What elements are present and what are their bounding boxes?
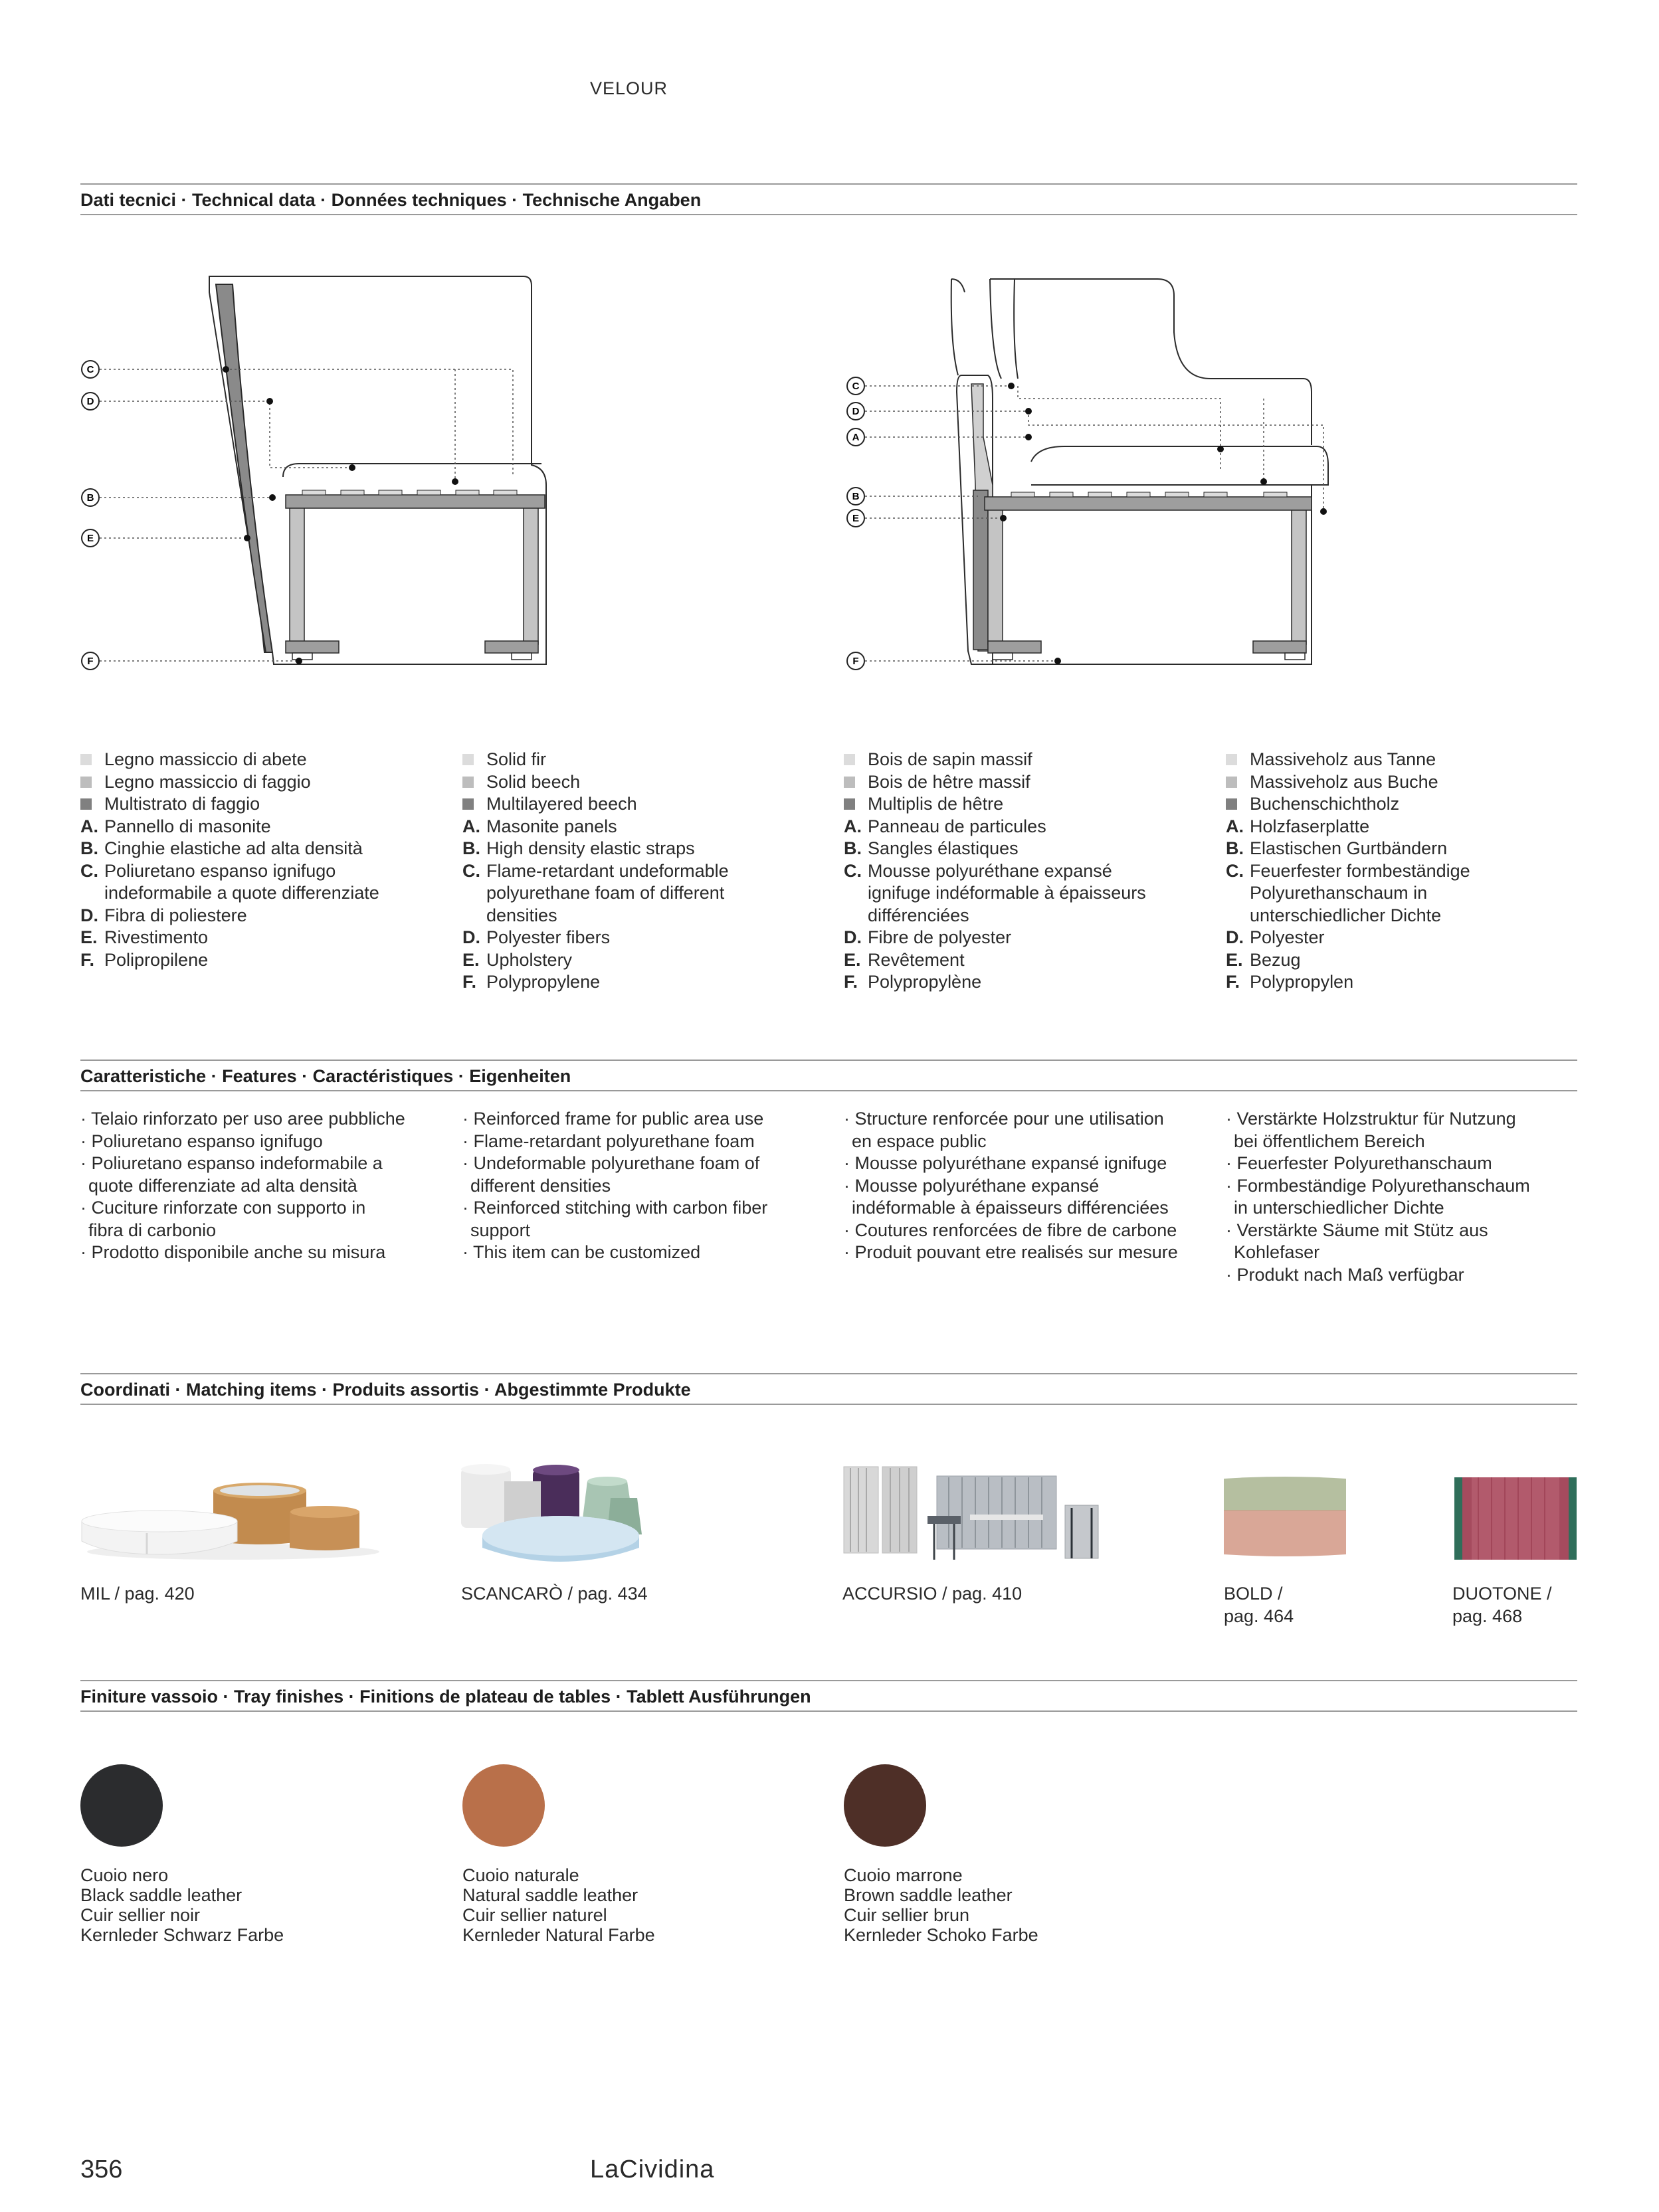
legend-swatch-holder (462, 749, 486, 771)
legend-row (844, 860, 1203, 927)
base-outline (993, 485, 1312, 664)
divider (80, 1710, 1577, 1712)
legend-marker: D. (1226, 927, 1244, 947)
seat-cushion (1031, 446, 1328, 485)
feature-item: · Produkt nach Maß verfügbar (1226, 1264, 1464, 1285)
legend-swatch-holder (844, 749, 868, 771)
legend-text: Pannello di masonite (104, 816, 271, 836)
legend-row (80, 905, 439, 927)
feature-item: · Formbeständige Polyurethanschaum in unterschiedlicher Dichte (1226, 1175, 1530, 1218)
seat-rail (286, 495, 545, 508)
features-column (80, 1108, 452, 1264)
legend-row (462, 949, 821, 972)
legend-marker: A. (462, 816, 480, 836)
back-post (973, 490, 988, 650)
legend-marker: E. (844, 949, 861, 970)
material-swatch (462, 754, 474, 765)
seat-rail (985, 497, 1312, 510)
finish-name-it: Cuoio naturale (462, 1865, 579, 1885)
legend-row (462, 860, 821, 927)
frame-post-back (524, 502, 538, 644)
material-swatch (1226, 754, 1237, 765)
material-swatch (844, 777, 855, 788)
legend-text: Multilayered beech (486, 794, 637, 814)
legend-marker: F. (80, 949, 95, 970)
callout-d-right (847, 403, 864, 420)
legend-marker: F. (462, 972, 477, 992)
divider (80, 1060, 1577, 1061)
features-section-header (80, 1060, 1577, 1093)
feature-item: · Undeformable polyurethane foam of different densities (462, 1153, 760, 1196)
legend-row (80, 771, 439, 794)
legend-row (844, 971, 1203, 994)
divider (80, 183, 1577, 185)
legend-row (80, 749, 439, 771)
feature-item: · Poliuretano espanso ignifugo (80, 1131, 323, 1151)
legend-marker: C. (462, 860, 480, 881)
chair-section-diagram-right (838, 266, 1343, 678)
legend-marker: E. (462, 949, 480, 970)
legend-marker: D. (844, 927, 862, 947)
frame-post-front (290, 502, 304, 644)
feature-item: · Structure renforcée pour une utilisation en espace public (844, 1109, 1164, 1151)
feature-item: · Cuciture rinforzate con supporto in fibra di carbonio (80, 1198, 366, 1240)
legend-row (1226, 793, 1585, 816)
feature-item: · Feuerfester Polyurethanschaum (1226, 1153, 1492, 1173)
svg-text:B: B (86, 492, 94, 504)
svg-text:C: C (852, 381, 860, 392)
legend-text: Multistrato di faggio (104, 794, 260, 814)
legend-text: Fibre de polyester (868, 927, 1012, 947)
legend-swatch-holder (1226, 793, 1250, 816)
legend-row (462, 816, 821, 838)
feature-item: · Verstärkte Säume mit Stütz aus Kohlefaser (1226, 1220, 1488, 1262)
svg-text:C: C (86, 364, 94, 375)
legend-text: Polyester fibers (486, 927, 611, 947)
legend-text: High density elastic straps (486, 838, 695, 858)
legend-text: Fibra di poliestere (104, 905, 247, 925)
legend-text: Holzfaserplatte (1250, 816, 1370, 836)
legend-swatch-holder (1226, 749, 1250, 771)
legend-text: Mousse polyuréthane expansé ignifuge indéformable à épaisseurs différenciées (868, 860, 1146, 925)
legend-text: Multiplis de hêtre (868, 794, 1004, 814)
feature-item: · Poliuretano espanso indeformabile a quote differenziate ad alta densità (80, 1153, 383, 1196)
legend-marker: E. (80, 927, 98, 947)
legend-column-fr (844, 749, 1203, 994)
finish-name-en: Brown saddle leather (844, 1885, 1013, 1905)
svg-text:F: F (852, 656, 859, 667)
feature-item: · Mousse polyuréthane expansé ignifuge (844, 1153, 1167, 1173)
callout-f-right (847, 652, 864, 670)
finish-name-fr: Cuir sellier brun (844, 1905, 970, 1925)
finish-label (844, 1865, 1038, 1945)
divider (80, 214, 1577, 215)
legend-row (80, 860, 439, 905)
legend-text: Polyester (1250, 927, 1325, 947)
finish-name-fr: Cuir sellier noir (80, 1905, 201, 1925)
legend-marker: C. (844, 860, 862, 881)
material-swatch (1226, 777, 1237, 788)
legend-swatch-holder (1226, 771, 1250, 794)
back-outline-outer (990, 279, 1312, 445)
legend-row (1226, 860, 1585, 927)
divider (80, 1404, 1577, 1405)
legend-marker: A. (80, 816, 98, 836)
back-outline-front (990, 279, 1001, 379)
technical-section-header (80, 183, 1577, 217)
brand-name: LaCividina (590, 2156, 715, 2183)
legend-swatch-holder (844, 793, 868, 816)
feature-item: · Flame-retardant polyurethane foam (462, 1131, 755, 1151)
matching-item-label[interactable]: MIL / pag. 420 (80, 1584, 195, 1604)
base-block-front (286, 641, 339, 653)
feature-item: · Produit pouvant etre realisés sur mesure (844, 1242, 1178, 1262)
material-swatch (844, 754, 855, 765)
legend-text: Polypropylen (1250, 972, 1354, 992)
legend-text: Flame-retardant undeformable polyurethane foam of different densities (486, 860, 729, 925)
callout-c-right (847, 377, 864, 395)
legend-row (462, 749, 821, 771)
features-column (844, 1108, 1216, 1264)
legend-row (80, 949, 439, 972)
features-title: Caratteristiche · Features · Caractéristiques · Eigenheiten (80, 1066, 571, 1086)
callout-b-left (82, 489, 99, 506)
finish-name-de: Kernleder Natural Farbe (462, 1925, 655, 1945)
legend-text: Legno massiccio di faggio (104, 771, 311, 792)
feature-item: · Coutures renforcées de fibre de carbone (844, 1220, 1177, 1240)
material-swatch (462, 777, 474, 788)
legend-row (1226, 816, 1585, 838)
legend-text: Polipropilene (104, 949, 209, 970)
matching-section-header (80, 1373, 1577, 1406)
features-column (1226, 1108, 1598, 1286)
svg-text:E: E (86, 533, 94, 544)
legend-row (462, 793, 821, 816)
accursio-image[interactable] (842, 1461, 1108, 1561)
callout-f-left (82, 652, 99, 670)
legend-row (462, 771, 821, 794)
divider (80, 1090, 1577, 1091)
finishes-section-header (80, 1680, 1577, 1713)
legend-row (1226, 749, 1585, 771)
legend-row (1226, 771, 1585, 794)
legend-text: Cinghie elastiche ad alta densità (104, 838, 363, 858)
legend-marker: A. (1226, 816, 1244, 836)
matching-item-label[interactable]: BOLD / pag. 464 (1224, 1584, 1294, 1626)
legend-row (1226, 971, 1585, 994)
legend-text: Poliuretano espanso ignifugo indeformabile a quote differenziate (104, 860, 379, 903)
chair-section-diagram-left (73, 266, 551, 678)
legend-text: Massiveholz aus Tanne (1250, 749, 1436, 769)
legend-marker: F. (1226, 972, 1240, 992)
base-block-back (1253, 641, 1306, 653)
legend-row (844, 749, 1203, 771)
matching-item-label[interactable]: SCANCARÒ / pag. 434 (461, 1584, 648, 1604)
legend-text: Revêtement (868, 949, 965, 970)
callout-e-right (847, 509, 864, 527)
finish-name-it: Cuoio marrone (844, 1865, 963, 1885)
legend-column-it (80, 749, 439, 971)
legend-marker: D. (462, 927, 480, 947)
legend-text: Elastischen Gurtbändern (1250, 838, 1448, 858)
legend-text: Bezug (1250, 949, 1301, 970)
legend-row (80, 793, 439, 816)
legend-marker: E. (1226, 949, 1243, 970)
finish-name-fr: Cuir sellier naturel (462, 1905, 607, 1925)
legend-row (844, 949, 1203, 972)
svg-text:F: F (87, 656, 94, 667)
legend-swatch-holder (462, 793, 486, 816)
finish-name-en: Natural saddle leather (462, 1885, 638, 1905)
legend-row (844, 816, 1203, 838)
bold-image[interactable] (1221, 1473, 1349, 1560)
callout-c-left (82, 361, 99, 378)
legend-swatch-holder (80, 793, 104, 816)
finish-name-de: Kernleder Schoko Farbe (844, 1925, 1038, 1945)
legend-text: Buchenschichtholz (1250, 794, 1400, 814)
legend-row (1226, 927, 1585, 949)
callout-e-left (82, 529, 99, 547)
legend-row (1226, 949, 1585, 972)
feature-item: · Reinforced frame for public area use (462, 1109, 764, 1129)
legend-row (462, 971, 821, 994)
base-block-front (988, 641, 1041, 653)
scancaro-image[interactable] (461, 1461, 654, 1574)
material-swatch (80, 754, 92, 765)
legend-text: Rivestimento (104, 927, 209, 947)
finish-label (462, 1865, 655, 1945)
legend-column-de (1226, 749, 1585, 994)
foot-back (512, 653, 532, 660)
legend-text: Solid beech (486, 771, 581, 792)
legend-swatch-holder (80, 749, 104, 771)
finish-swatch[interactable] (462, 1764, 545, 1847)
matching-item-label[interactable]: DUOTONE / pag. 468 (1452, 1584, 1552, 1626)
legend-row (844, 771, 1203, 794)
page-number: 356 (80, 2156, 123, 2183)
feature-item: · Prodotto disponibile anche su misura (80, 1242, 386, 1262)
legend-marker: F. (844, 972, 858, 992)
seat-cushion-top (283, 464, 541, 477)
product-name: VELOUR (590, 78, 668, 98)
legend-text: Masonite panels (486, 816, 617, 836)
finish-name-it: Cuoio nero (80, 1865, 169, 1885)
legend-marker: C. (1226, 860, 1244, 881)
legend-text: Feuerfester formbeständige Polyurethanschaum in unterschiedlicher Dichte (1250, 860, 1470, 925)
legend-marker: B. (844, 838, 862, 858)
legend-row (462, 838, 821, 860)
legend-row (844, 927, 1203, 949)
duotone-image[interactable] (1452, 1475, 1579, 1562)
legend-row (80, 816, 439, 838)
svg-text:E: E (852, 513, 860, 524)
legend-text: Polypropylène (868, 972, 982, 992)
legend-text: Massiveholz aus Buche (1250, 771, 1438, 792)
legend-row (1226, 838, 1585, 860)
legend-marker: B. (80, 838, 98, 858)
legend-swatch-holder (844, 771, 868, 794)
foot-front (292, 653, 312, 660)
finish-swatch[interactable] (80, 1764, 163, 1847)
feature-item: · Verstärkte Holzstruktur für Nutzung bei öffentlichem Bereich (1226, 1109, 1516, 1151)
callout-d-left (82, 393, 99, 410)
legend-row (80, 838, 439, 860)
finishes-title: Finiture vassoio · Tray finishes · Finitions de plateau de tables · Tablett Ausführungen (80, 1687, 811, 1706)
legend-row (80, 927, 439, 949)
legend-marker: D. (80, 905, 98, 925)
legend-text: Polypropylene (486, 972, 601, 992)
svg-text:A: A (852, 432, 860, 443)
legend-text: Panneau de particules (868, 816, 1046, 836)
legend-marker: A. (844, 816, 862, 836)
finish-label (80, 1865, 284, 1945)
finish-swatch[interactable] (844, 1764, 926, 1847)
mil-image[interactable] (80, 1467, 393, 1563)
base-block-back (485, 641, 538, 653)
matching-title: Coordinati · Matching items · Produits assortis · Abgestimmte Produkte (80, 1380, 691, 1400)
feature-item: · Telaio rinforzato per uso aree pubbliche (80, 1109, 405, 1129)
legend-text: Upholstery (486, 949, 573, 970)
feature-item: · Mousse polyuréthane expansé indéformable à épaisseurs différenciées (844, 1175, 1169, 1218)
legend-swatch-holder (462, 771, 486, 794)
callout-b-right (847, 488, 864, 505)
finish-name-de: Kernleder Schwarz Farbe (80, 1925, 284, 1945)
feature-item: · This item can be customized (462, 1242, 701, 1262)
legend-text: Bois de sapin massif (868, 749, 1032, 769)
divider (80, 1680, 1577, 1681)
frame-post-front (988, 502, 1003, 644)
material-swatch (462, 798, 474, 810)
legend-row (844, 838, 1203, 860)
callout-a-right (847, 428, 864, 446)
legend-row (844, 793, 1203, 816)
legend-row (462, 927, 821, 949)
back-frame-multilayer (216, 284, 272, 652)
feature-item: · Reinforced stitching with carbon fiber support (462, 1198, 768, 1240)
material-swatch (80, 777, 92, 788)
legend-marker: C. (80, 860, 98, 881)
legend-text: Sangles élastiques (868, 838, 1019, 858)
divider (80, 1373, 1577, 1374)
matching-item-label[interactable]: ACCURSIO / pag. 410 (842, 1584, 1023, 1604)
features-column (462, 1108, 834, 1264)
legend-text: Solid fir (486, 749, 547, 769)
legend-text: Bois de hêtre massif (868, 771, 1030, 792)
finish-name-en: Black saddle leather (80, 1885, 243, 1905)
material-swatch (80, 798, 92, 810)
legend-marker: B. (1226, 838, 1244, 858)
frame-post-back (1292, 502, 1306, 644)
legend-column-en (462, 749, 821, 994)
svg-text:B: B (852, 491, 860, 502)
legend-swatch-holder (80, 771, 104, 794)
svg-text:D: D (86, 396, 94, 407)
legend-marker: B. (462, 838, 480, 858)
legend-text: Legno massiccio di abete (104, 749, 307, 769)
svg-text:D: D (852, 406, 860, 417)
material-swatch (1226, 798, 1237, 810)
technical-title: Dati tecnici · Technical data · Données techniques · Technische Angaben (80, 190, 702, 210)
material-swatch (844, 798, 855, 810)
